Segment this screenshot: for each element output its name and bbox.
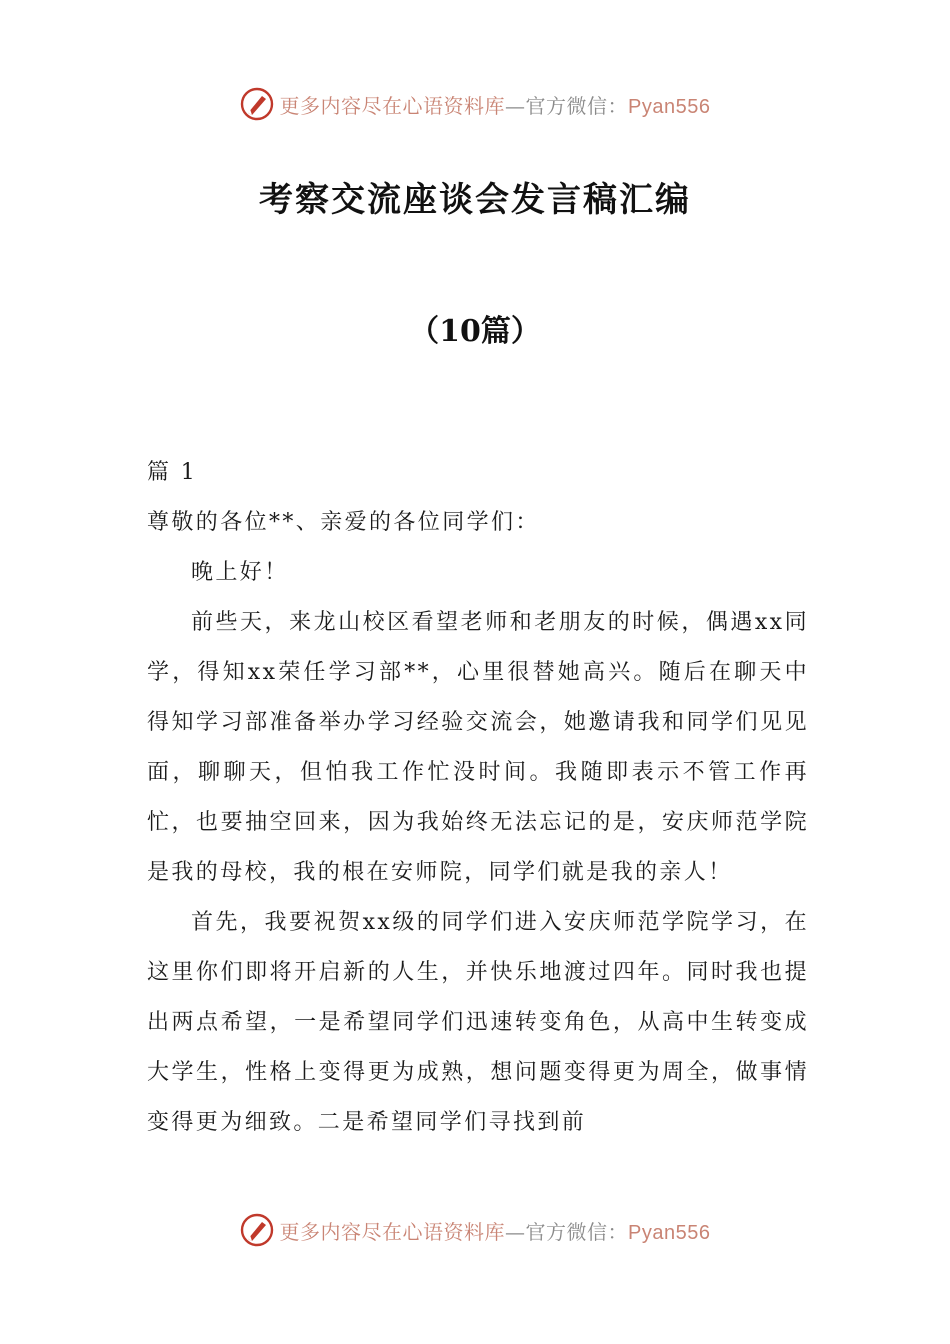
pen-logo-icon xyxy=(240,1213,274,1247)
pen-logo-icon xyxy=(240,87,274,121)
paragraph-greeting: 晚上好！ xyxy=(191,560,289,585)
paragraph: 首先，我要祝贺xx级的同学们进入安庆师范学院学习，在这里你们即将开启新的人生，并快乐地渡过四年。同时我也提出两点希望，一是希望同学们迅速转变角色，从高中生转变成大学生，性格上变得更为成熟，想问题变得更为周全，做事情变得更为细致。二是希望同学们寻找到前 xyxy=(147,910,809,1135)
banner-separator-text: —官方微信： xyxy=(505,93,629,118)
banner-main-text: 更多内容尽在心语资料库 xyxy=(279,1219,506,1244)
banner-main-text: 更多内容尽在心语资料库 xyxy=(279,93,506,118)
document-title: 考察交流座谈会发言稿汇编 xyxy=(259,180,691,220)
banner-text xyxy=(280,1216,711,1245)
header-banner xyxy=(0,82,950,126)
banner-text xyxy=(280,90,711,119)
banner-wechat-handle: Pyan556 xyxy=(628,95,711,118)
banner-wechat-handle: Pyan556 xyxy=(628,1221,711,1244)
salutation: 尊敬的各位**、亲爱的各位同学们： xyxy=(147,510,540,535)
footer-banner xyxy=(0,1208,950,1252)
document-subtitle: （10篇） xyxy=(409,314,541,349)
section-label: 篇 1 xyxy=(147,460,198,485)
document-body xyxy=(147,448,809,1148)
paragraph: 前些天，来龙山校区看望老师和老朋友的时候，偶遇xx同学，得知xx荣任学习部**，心里很替她高兴。随后在聊天中得知学习部准备举办学习经验交流会，她邀请我和同学们见见面，聊聊天，但怕我工作忙没时间。我随即表示不管工作再忙，也要抽空回来，因为我始终无法忘记的是，安庆师范学院是我的母校，我的根在安师院，同学们就是我的亲人！ xyxy=(147,610,809,885)
banner-separator-text: —官方微信： xyxy=(505,1219,629,1244)
